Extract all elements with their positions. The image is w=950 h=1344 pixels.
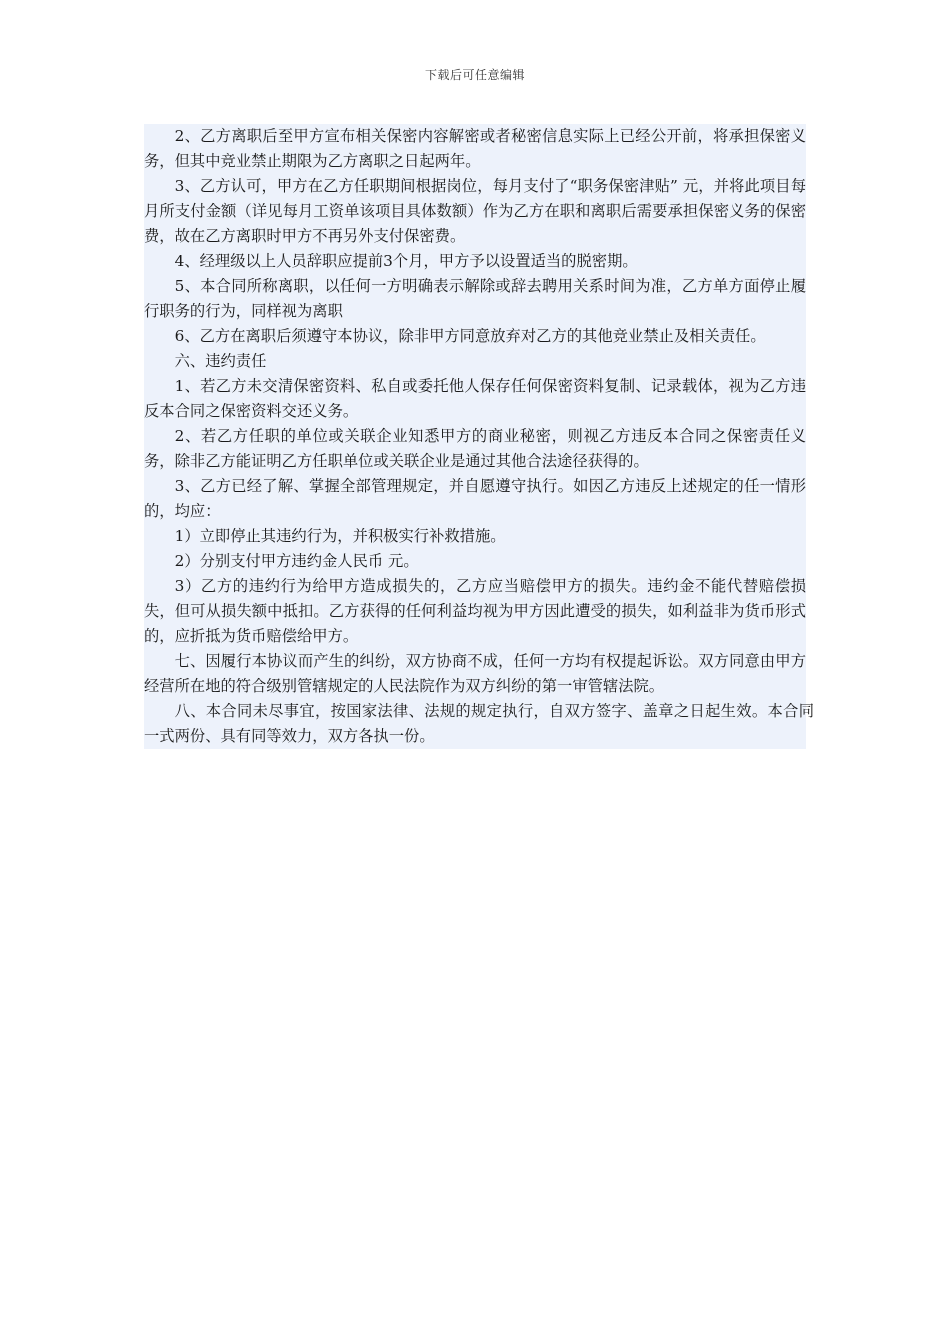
section-miscellaneous: 八、本合同未尽事宜，按国家法律、法规的规定执行，自双方签字、盖章之日起生效。本合同一式两份、具有同等效力，双方各执一份。 (144, 702, 814, 745)
paragraph-definition-of-exit: 5、本合同所称离职，以任何一方明确表示解除或辞去聘用关系时间为准，乙方单方面停止履行职务的行为，同样视为离职 (144, 277, 806, 320)
list-item-compensation: 3）乙方的违约行为给甲方造成损失的，乙方应当赔偿甲方的损失。违约金不能代替赔偿损失，但可从损失额中抵扣。乙方获得的任何利益均视为甲方因此遭受的损失，如利益非为货币形式的，应折抵为货币赔偿给甲方。 (144, 577, 806, 645)
paragraph-exit-confidentiality: 2、乙方离职后至甲方宣布相关保密内容解密或者秘密信息实际上已经公开前，将承担保密义务，但其中竞业禁止期限为乙方离职之日起两年。 (144, 127, 806, 170)
section-disputes: 七、因履行本协议而产生的纠纷，双方协商不成，任何一方均有权提起诉讼。双方同意由甲方经营所在地的符合级别管辖规定的人民法院作为双方纠纷的第一审管辖法院。 (144, 652, 806, 695)
paragraph-manager-resignation: 4、经理级以上人员辞职应提前3个月，甲方予以设置适当的脱密期。 (174, 252, 638, 270)
paragraph-post-exit-obligation: 6、乙方在离职后须遵守本协议，除非甲方同意放弃对乙方的其他竞业禁止及相关责任。 (174, 327, 766, 345)
paragraph-return-materials: 1、若乙方未交清保密资料、私自或委托他人保存任何保密资料复制、记录载体，视为乙方违反本合同之保密资料交还义务。 (144, 377, 806, 420)
paragraph-affiliate-knowledge: 2、若乙方任职的单位或关联企业知悉甲方的商业秘密，则视乙方违反本合同之保密责任义务，除非乙方能证明乙方任职单位或关联企业是通过其他合法途径获得的。 (144, 427, 806, 470)
section-heading-breach-liability: 六、违约责任 (174, 352, 267, 370)
list-item-penalty: 2）分别支付甲方违约金人民币 元。 (174, 552, 419, 570)
document-body (144, 124, 814, 749)
paragraph-confidentiality-allowance: 3、乙方认可，甲方在乙方任职期间根据岗位，每月支付了“职务保密津贴” 元，并将此项目每月所支付金额（详见每月工资单该项目具体数额）作为乙方在职和离职后需要承担保密义务的保密费，故在乙方离职时甲方不再另外支付保密费。 (144, 177, 806, 245)
list-item-stop-breach: 1）立即停止其违约行为，并积极实行补救措施。 (174, 527, 506, 545)
page-header: 下载后可任意编辑 (424, 68, 525, 82)
paragraph-rule-compliance: 3、乙方已经了解、掌握全部管理规定，并自愿遵守执行。如因乙方违反上述规定的任一情形的，均应： (144, 477, 806, 520)
